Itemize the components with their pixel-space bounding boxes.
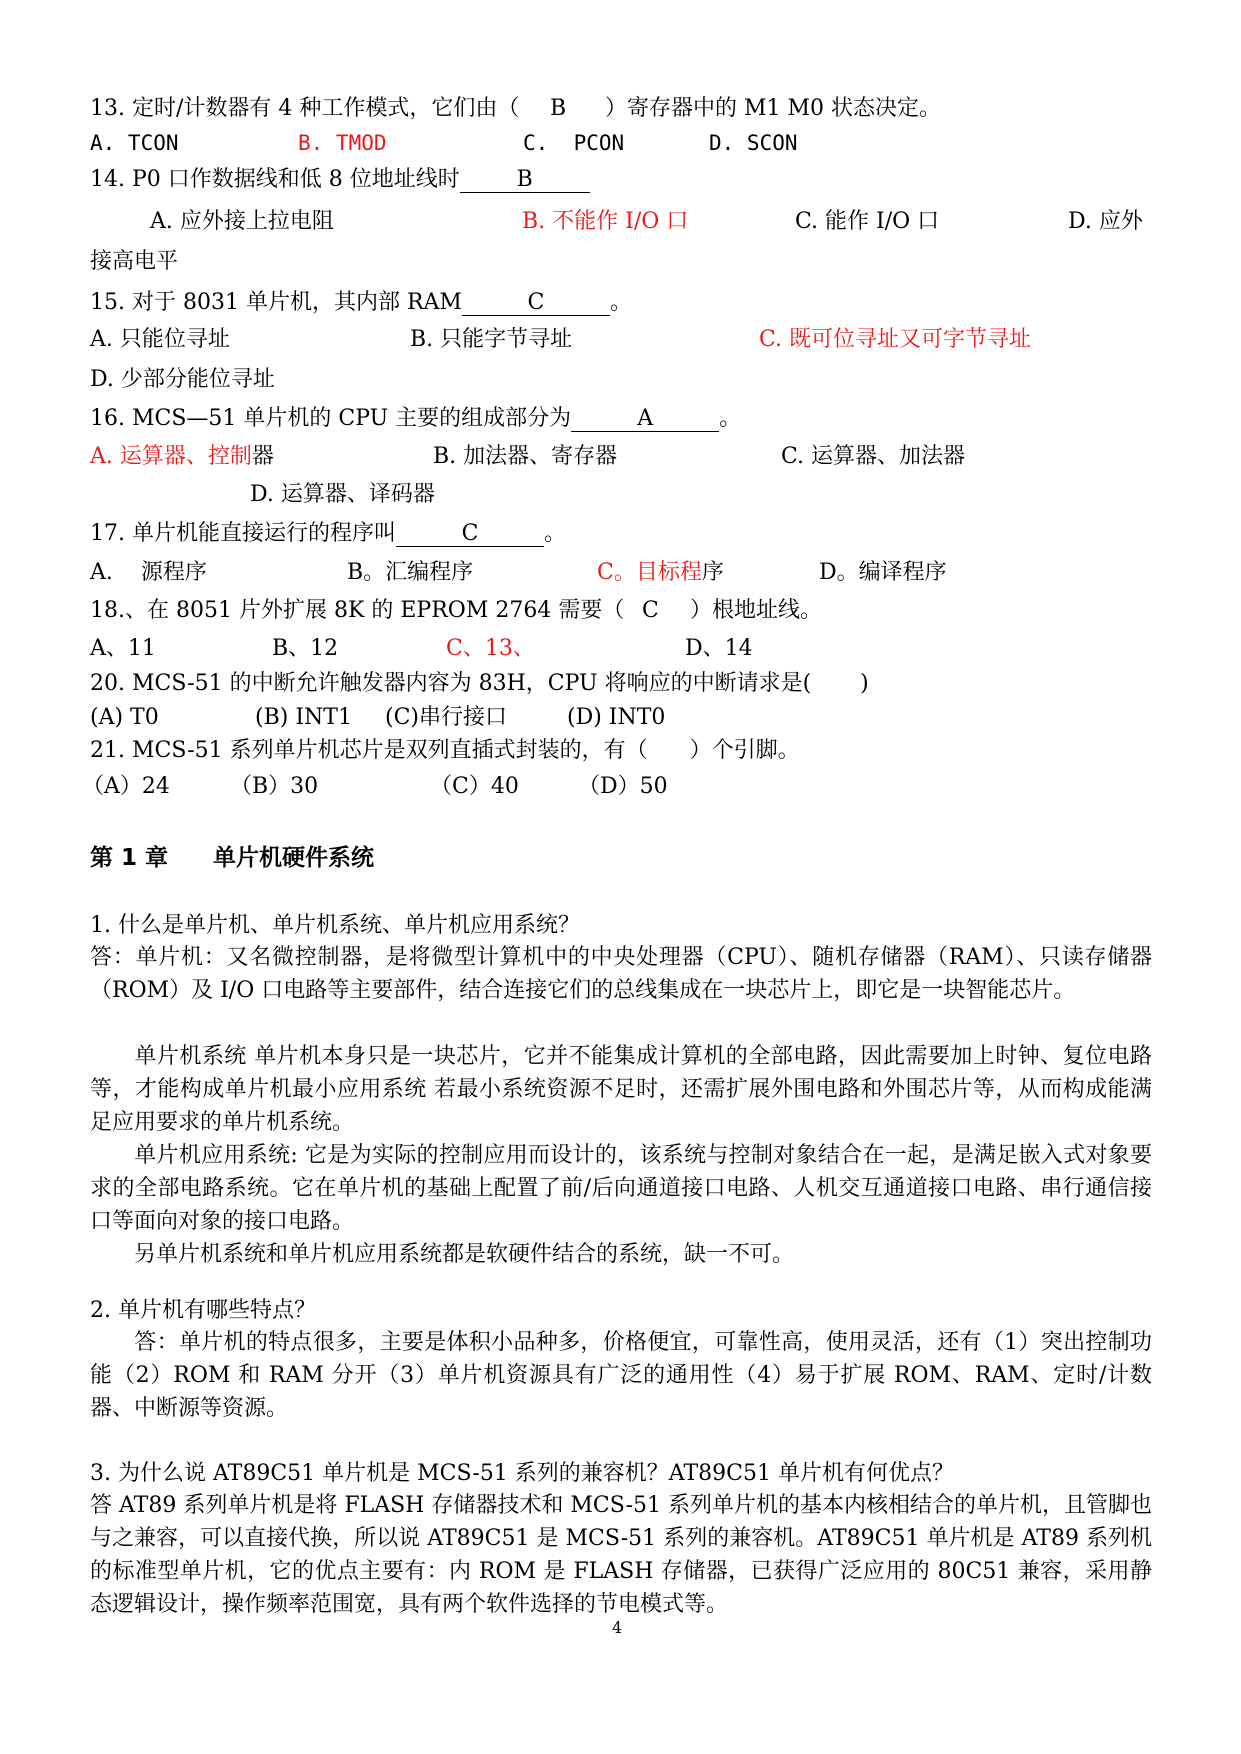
q13-option-a: A. TCON [90,131,179,155]
q13-stem-end: ）寄存器中的 M1 M0 状态决定。 [605,96,942,121]
q16-answer-blank: A [571,407,719,432]
qa3-question: 3. 为什么说 AT89C51 单片机是 MCS-51 系列的兼容机？AT89C51 单片机有何优点？ [90,1461,954,1486]
q18-stem-end: ）根地址线。 [690,598,823,623]
qa1-question: 1. 什么是单片机、单片机系统、单片机应用系统？ [90,913,580,938]
q21-option-a: （A）24 [82,774,170,799]
qa1-answer-p4: 另单片机系统和单片机应用系统都是软硬件结合的系统，缺一不可。 [134,1242,795,1267]
qa2-question: 2. 单片机有哪些特点？ [90,1298,316,1323]
q18-answer: C [642,598,659,623]
q17-option-c-highlight: C。目标程 [597,560,702,585]
q20-option-a: (A) T0 [90,705,159,730]
q17-option-d: D。编译程序 [819,560,947,585]
chapter-title: 单片机硬件系统 [213,845,374,871]
q13-answer: B [550,96,567,121]
q18-option-b: B、12 [272,636,339,661]
question-16-stem [90,407,741,432]
question-17-stem [90,522,566,547]
q14-option-a: A. 应外接上拉电阻 [150,209,334,234]
q16-stem-end: 。 [719,406,742,431]
question-14-stem [90,168,590,193]
question-21-stem: 21. MCS-51 系列单片机芯片是双列直插式封装的，有（ ）个引脚。 [90,738,800,763]
q14-stem: 14. P0 口作数据线和低 8 位地址线时 [90,167,460,192]
q15-option-c: C. 既可位寻址又可字节寻址 [759,327,1032,352]
q15-answer-blank: C [462,291,610,316]
q18-option-d: D、14 [685,636,753,661]
q17-option-c [597,562,724,584]
q13-stem-start: 13. 定时/计数器有 4 种工作模式，它们由（ [90,96,520,121]
qa2-answer-p1: 答：单片机的特点很多，主要是体积小品种多，价格便宜，可靠性高，使用灵活，还有（1）突出控制功能（2）ROM 和 RAM 分开（3）单片机资源具有广泛的通用性（4）易于扩展 ROM、RAM、定时/计数器、中断源等资源。 [90,1330,1152,1421]
q14-option-c: C. 能作 I/O 口 [795,209,940,234]
q16-option-a-highlight: A. 运算器、控制 [90,444,252,469]
q14-answer-blank: B [460,168,590,193]
qa1-answer-p2: 单片机系统 单片机本身只是一块芯片，它并不能集成计算机的全部电路，因此需要加上时钟、复位电路等，才能构成单片机最小应用系统 若最小系统资源不足时，还需扩展外围电路和外围芯片等，从而构成能满足应用要求的单片机系统。 [90,1044,1152,1135]
q15-stem: 15. 对于 8031 单片机，其内部 RAM [90,290,462,315]
q21-option-c: （C）40 [430,774,519,799]
q20-option-c: (C)串行接口 [385,705,507,730]
q13-option-b: B. TMOD [298,131,387,155]
q21-option-b: （B）30 [230,774,319,799]
q21-option-d: （D）50 [578,774,668,799]
qa1-answer-p3: 单片机应用系统: 它是为实际的控制应用而设计的，该系统与控制对象结合在一起，是满足嵌入式对象要求的全部电路系统。它在单片机的基础上配置了前/后向通道接口电路、人机交互通道接口电路、串行通信接口等面向对象的接口电路。 [90,1143,1152,1234]
q14-option-d: D. 应外 [1068,209,1143,234]
q15-stem-end: 。 [609,290,632,315]
q18-option-a: A、11 [90,636,156,661]
q15-option-b: B. 只能字节寻址 [410,327,573,352]
q17-answer-blank: C [396,522,544,547]
page-number: 4 [612,1618,623,1637]
q17-option-c-rest: 序 [701,560,724,585]
q16-option-c: C. 运算器、加法器 [781,444,966,469]
q18-stem-start: 18.、在 8051 片外扩展 8K 的 EPROM 2764 需要（ [90,598,625,623]
q16-stem: 16. MCS—51 单片机的 CPU 主要的组成部分为 [90,406,572,431]
q15-option-a: A. 只能位寻址 [90,327,230,352]
q20-option-b: (B) INT1 [255,705,352,730]
question-15-stem [90,291,632,316]
question-13-stem [90,96,942,121]
qa1-answer-p1: 答：单片机：又名微控制器，是将微型计算机中的中央处理器（CPU）、随机存储器（RAM）、只读存储器（ROM）及 I/O 口电路等主要部件，结合连接它们的总线集成在一块芯片上，即它是一块智能芯片。 [90,945,1152,1003]
q17-option-b: B。汇编程序 [347,560,474,585]
question-18-stem [90,598,823,623]
q16-option-a [90,446,274,468]
q17-stem-end: 。 [543,521,566,546]
q17-option-a: A. 源程序 [90,560,207,585]
q16-option-d: D. 运算器、译码器 [250,482,435,507]
q16-option-b: B. 加法器、寄存器 [433,444,618,469]
question-20-stem: 20. MCS-51 的中断允许触发器内容为 83H，CPU 将响应的中断请求是( ) [90,671,869,696]
q15-option-d: D. 少部分能位寻址 [90,367,275,392]
chapter-label: 第 1 章 [90,845,169,871]
qa3-answer-p1: 答 AT89 系列单片机是将 FLASH 存储器技术和 MCS-51 系列单片机的基本内核相结合的单片机，且管脚也与之兼容，可以直接代换，所以说 AT89C51 是 MCS-51 系列的兼容机。AT89C51 单片机是 AT89 系列机的标准型单片机，它的优点主要有：内 ROM 是 FLASH 存储器，已获得广泛应用的 80C51 兼容，采用静态逻辑设计，操作频率范围宽，具有两个软件选择的节电模式等。 [90,1493,1152,1617]
q13-option-d: D. SCON [709,131,798,155]
q14-option-d-continued: 接高电平 [90,249,179,274]
q16-option-a-rest: 器 [251,444,274,469]
q20-option-d: (D) INT0 [567,705,666,730]
q14-option-b: B. 不能作 I/O 口 [522,209,689,234]
q13-option-c: C. PCON [523,131,625,155]
q17-stem: 17. 单片机能直接运行的程序叫 [90,521,396,546]
q18-option-c: C、13、 [446,636,535,661]
